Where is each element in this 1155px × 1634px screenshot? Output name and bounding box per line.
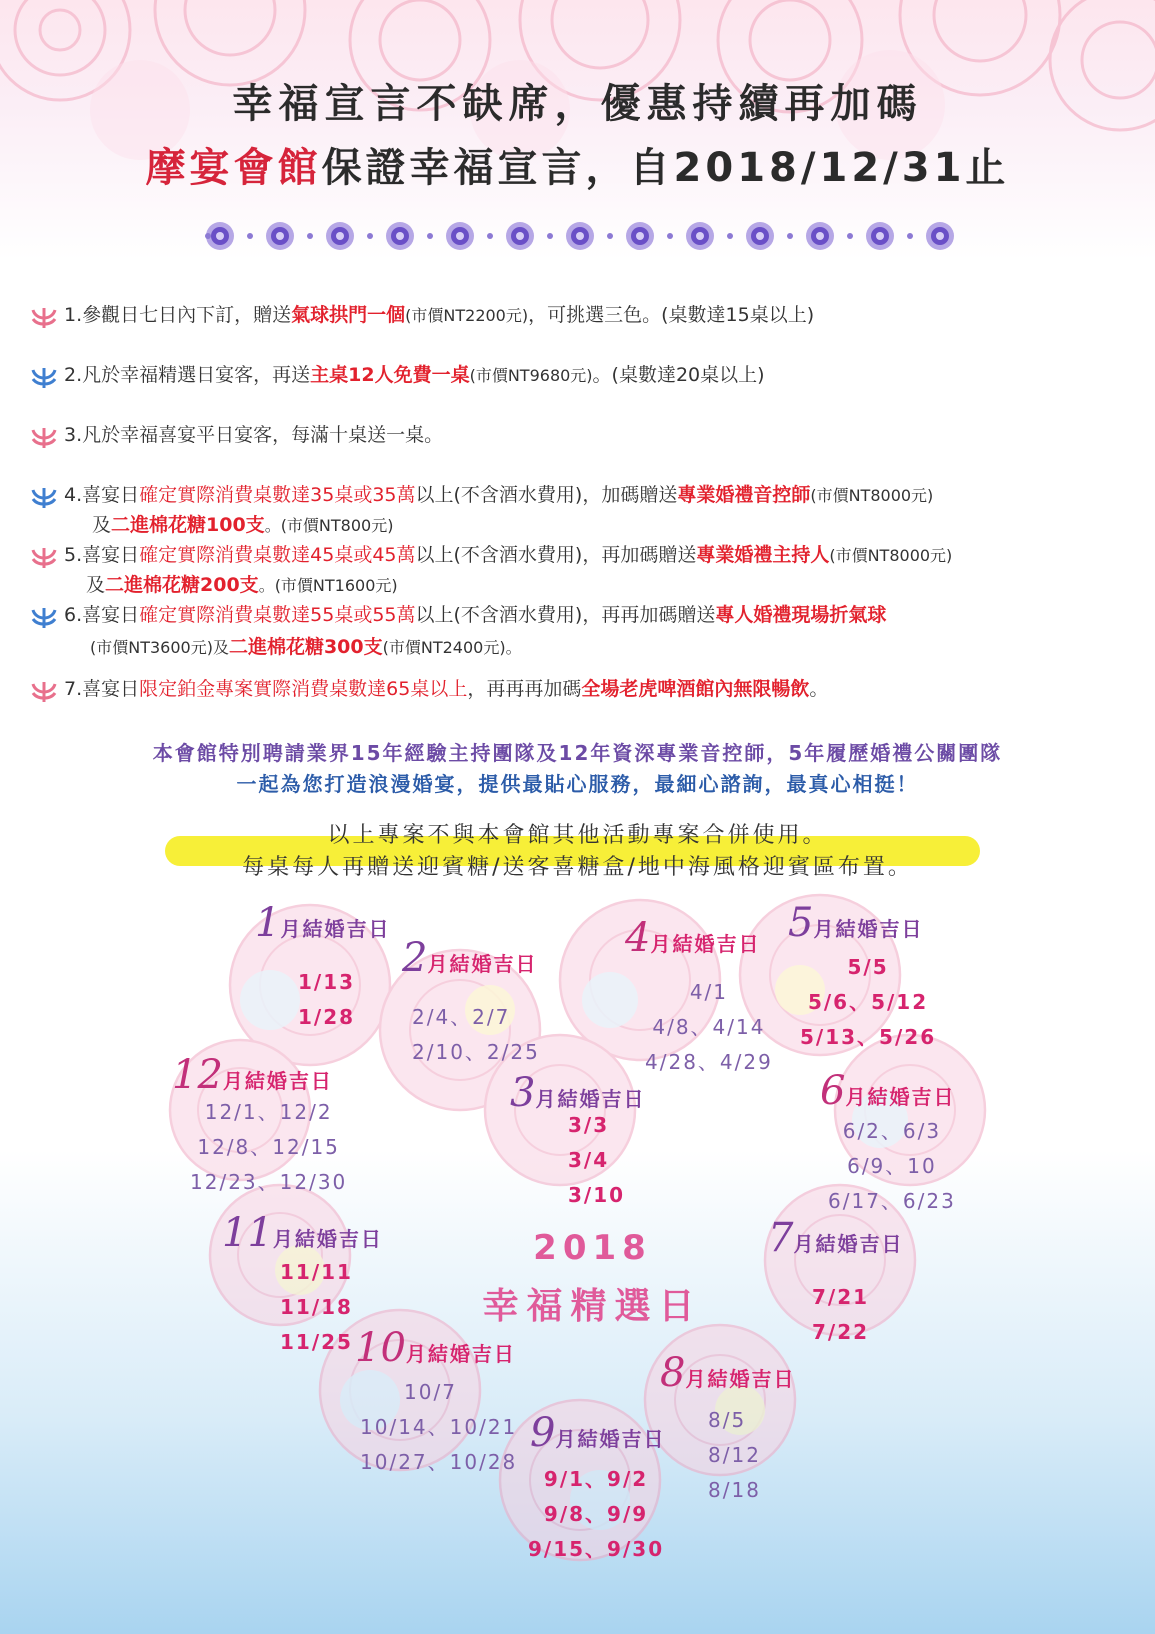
center-year: 2018 bbox=[533, 1228, 652, 1268]
month-dates-10: 10/7 10/14、10/21 10/27、10/28 bbox=[360, 1380, 518, 1474]
month-dates-8: 8/5 8/12 8/18 bbox=[708, 1408, 761, 1502]
month-dates-6: 6/2、6/3 6/9、10 6/17、6/23 bbox=[828, 1119, 956, 1213]
month-dates-1: 1/13 1/28 bbox=[298, 970, 356, 1029]
month-label-12: 12月結婚吉日 bbox=[172, 1052, 333, 1098]
month-dates-5: 5/5 5/6、5/12 5/13、5/26 bbox=[800, 955, 937, 1049]
month-label-6: 6月結婚吉日 bbox=[820, 1068, 956, 1114]
venue-name: 摩宴會館 bbox=[145, 145, 322, 191]
month-dates-4: 4/1 4/8、4/14 4/28、4/29 bbox=[645, 980, 773, 1074]
month-dates-11: 11/11 11/18 11/25 bbox=[280, 1260, 353, 1354]
list-item: 3.凡於幸福喜宴平日宴客，每滿十桌送一桌。 bbox=[30, 420, 443, 450]
month-label-3: 3月結婚吉日 bbox=[510, 1070, 646, 1116]
list-item: 1.參觀日七日內下訂，贈送氣球拱門一個(市價NT2200元)，可挑選三色。(桌數達15桌以上) bbox=[30, 300, 814, 330]
headline-line2-rest: 保證幸福宣言，自2018/12/31止 bbox=[321, 145, 1010, 191]
month-dates-9: 9/1、9/2 9/8、9/9 9/15、9/30 bbox=[528, 1467, 665, 1561]
month-dates-12: 12/1、12/2 12/8、12/15 12/23、12/30 bbox=[190, 1100, 348, 1194]
month-label-4: 4月結婚吉日 bbox=[625, 915, 761, 961]
list-item: 6.喜宴日確定實際消費桌數達55桌或55萬以上(不含酒水費用)，再再加碼贈送專人婚禮現場折氣球 (市價NT3600元)及二進棉花糖300支(市價NT2400元)。 bbox=[30, 600, 886, 630]
month-label-1: 1月結婚吉日 bbox=[255, 900, 391, 946]
center-title: 幸福精選日 bbox=[482, 1286, 703, 1327]
list-item: 7.喜宴日限定鉑金專案實際消費桌數達65桌以上，再再再加碼全場老虎啤酒館內無限暢飲。 bbox=[30, 674, 828, 704]
list-item: 5.喜宴日確定實際消費桌數達45桌或45萬以上(不含酒水費用)，再加碼贈送專業婚禮主持人(市價NT8000元) 及二進棉花糖200支。(市價NT1600元) bbox=[30, 540, 952, 570]
month-label-2: 2月結婚吉日 bbox=[402, 935, 538, 981]
month-dates-2: 2/4、2/7 2/10、2/25 bbox=[412, 1005, 540, 1064]
month-label-11: 11月結婚吉日 bbox=[222, 1210, 383, 1256]
month-label-9: 9月結婚吉日 bbox=[530, 1410, 666, 1456]
month-label-5: 5月結婚吉日 bbox=[788, 900, 924, 946]
list-item: 4.喜宴日確定實際消費桌數達35桌或35萬以上(不含酒水費用)，加碼贈送專業婚禮音控師(市價NT8000元) 及二進棉花糖100支。(市價NT800元) bbox=[30, 480, 933, 510]
note-line1: 以上專案不與本會館其他活動專案合併使用。 bbox=[327, 823, 828, 848]
month-label-8: 8月結婚吉日 bbox=[660, 1350, 796, 1396]
month-label-10: 10月結婚吉日 bbox=[355, 1325, 516, 1371]
note-line2: 每桌每人再贈送迎賓糖/送客喜糖盒/地中海風格迎賓區布置。 bbox=[242, 855, 913, 880]
list-item: 2.凡於幸福精選日宴客，再送主桌12人免費一桌(市價NT9680元)。(桌數達20桌以上) bbox=[30, 360, 765, 390]
team-intro-line2: 一起為您打造浪漫婚宴，提供最貼心服務，最細心諮詢，最真心相挺！ bbox=[236, 772, 919, 796]
team-intro-line1: 本會館特別聘請業界15年經驗主持團隊及12年資深專業音控師，5年履歷婚禮公關團隊 bbox=[152, 741, 1003, 765]
headline-line1: 幸福宣言不缺席，優惠持續再加碼 bbox=[232, 81, 923, 127]
month-dates-3: 3/3 3/4 3/10 bbox=[568, 1113, 626, 1207]
month-dates-7: 7/21 7/22 bbox=[812, 1285, 870, 1344]
month-label-7: 7月結婚吉日 bbox=[768, 1215, 904, 1261]
